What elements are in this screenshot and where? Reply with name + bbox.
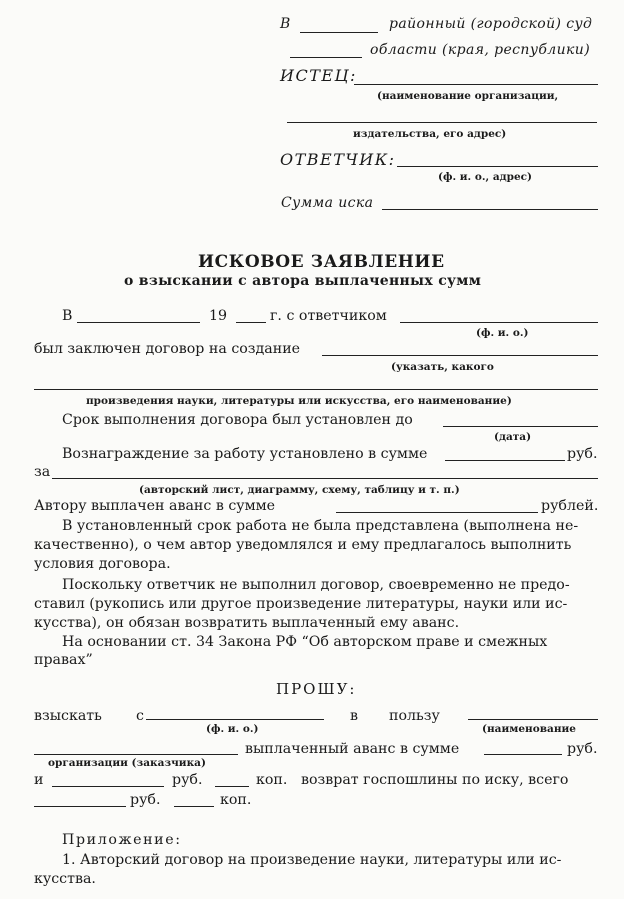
- with-defendant: г. с ответчиком: [270, 308, 387, 324]
- favor-blank[interactable]: [468, 719, 598, 720]
- collect-from-blank[interactable]: [146, 719, 324, 720]
- advance-rubley: рублей.: [541, 498, 599, 514]
- contract-date-blank[interactable]: [77, 322, 200, 323]
- work-type-blank[interactable]: [322, 355, 598, 356]
- work-name-blank[interactable]: [34, 389, 598, 390]
- request-heading: ПРОШУ:: [276, 680, 357, 698]
- court-prefix: В: [280, 16, 291, 32]
- work-name-note: произведения науки, литературы или искусства, его наименование): [86, 395, 512, 407]
- advance-sum-text: выплаченный аванс в сумме: [245, 741, 460, 757]
- plaintiff-note-2: издательства, его адрес): [353, 128, 507, 140]
- advance-amount-blank[interactable]: [336, 512, 538, 513]
- defendant-note: (ф. и. о., адрес): [438, 171, 533, 183]
- date-note: (дата): [494, 431, 532, 443]
- total-kop-blank[interactable]: [174, 806, 214, 807]
- kop-amount-blank[interactable]: [215, 786, 249, 787]
- rub-label-3: руб.: [130, 792, 161, 808]
- reward-amount-blank[interactable]: [445, 460, 565, 461]
- total-rub-blank[interactable]: [34, 806, 126, 807]
- reward-rub: руб.: [567, 446, 598, 462]
- rub-amount-blank[interactable]: [52, 786, 164, 787]
- year-prefix: 19: [209, 308, 228, 324]
- paragraph-1-line-2: качественно), о чем автор уведомлялся и ему предлагалось выполнить: [34, 537, 572, 553]
- year-blank[interactable]: [236, 322, 266, 323]
- defendant-blank[interactable]: [397, 166, 598, 167]
- region-blank[interactable]: [290, 57, 362, 58]
- unit-note: (авторский лист, диаграмму, схему, таблицу и т. п.): [139, 484, 460, 496]
- unit-blank[interactable]: [52, 478, 598, 479]
- document-subtitle: о взыскании с автора выплаченных сумм: [124, 273, 482, 289]
- request-rub: руб.: [567, 741, 598, 757]
- advance-text: Автору выплачен аванс в сумме: [34, 498, 276, 514]
- document-title: ИСКОВОЕ ЗАЯВЛЕНИЕ: [198, 252, 445, 272]
- defendant-label: ОТВЕТЧИК:: [280, 150, 396, 169]
- plaintiff-label: ИСТЕЦ:: [280, 66, 357, 85]
- contract-subject-text: был заключен договор на создание: [34, 341, 301, 357]
- organization-blank[interactable]: [34, 754, 238, 755]
- in-prefix: в: [350, 708, 358, 724]
- name-note: (наименование: [482, 723, 576, 735]
- paragraph-2-line-1: Поскольку ответчик не выполнил договор, своевременно не предо-: [62, 577, 570, 593]
- paragraph-3-line-1: На основании ст. 34 Закона РФ “Об авторском праве и смежных: [62, 634, 548, 650]
- region-text: области (края, республики): [370, 42, 591, 58]
- request-advance-blank[interactable]: [484, 754, 562, 755]
- per-unit-prefix: за: [34, 464, 51, 480]
- defendant-fio-blank[interactable]: [400, 322, 598, 323]
- paragraph-3-line-2: правах”: [34, 652, 93, 668]
- court-text: районный (городской) суд: [389, 16, 593, 32]
- reward-text: Вознаграждение за работу установлено в сумме: [62, 446, 428, 462]
- paragraph-1-line-3: условия договора.: [34, 556, 171, 572]
- rub-label-2: руб.: [172, 772, 203, 788]
- kop-label-2: коп.: [220, 792, 252, 808]
- and-prefix: и: [34, 772, 44, 788]
- from-prefix: с: [136, 708, 144, 724]
- contract-day-prefix: В: [62, 308, 73, 324]
- plaintiff-blank[interactable]: [354, 84, 598, 85]
- favor-text: пользу: [389, 708, 440, 724]
- collect-fio-note: (ф. и. о.): [206, 723, 259, 735]
- organization-note: организации (заказчика): [48, 757, 206, 769]
- collect-text: взыскать: [34, 708, 102, 724]
- deadline-text: Срок выполнения договора был установлен до: [62, 412, 413, 428]
- paragraph-1-line-1: В установленный срок работа не была представлена (выполнена не-: [62, 518, 579, 534]
- fee-return-text: возврат госпошлины по иску, всего: [301, 772, 569, 788]
- court-blank[interactable]: [300, 32, 378, 33]
- specify-note: (указать, какого: [391, 361, 494, 373]
- appendix-item-1-line-2: кусства.: [34, 871, 96, 887]
- paragraph-2-line-2: ставил (рукопись или другое произведение литературы, науки или ис-: [34, 596, 568, 612]
- kop-label: коп.: [256, 772, 288, 788]
- appendix-item-1-line-1: 1. Авторский договор на произведение науки, литературы или ис-: [62, 852, 562, 868]
- plaintiff-note-1: (наименование организации,: [377, 90, 559, 102]
- deadline-blank[interactable]: [443, 426, 598, 427]
- plaintiff-blank-2[interactable]: [287, 122, 597, 123]
- fio-note: (ф. и. о.): [476, 327, 529, 339]
- appendix-heading: Приложение:: [62, 832, 182, 848]
- sum-label: Сумма иска: [281, 195, 374, 211]
- paragraph-2-line-3: кусства), он обязан возвратить выплаченный ему аванс.: [34, 615, 460, 631]
- sum-blank[interactable]: [382, 209, 598, 210]
